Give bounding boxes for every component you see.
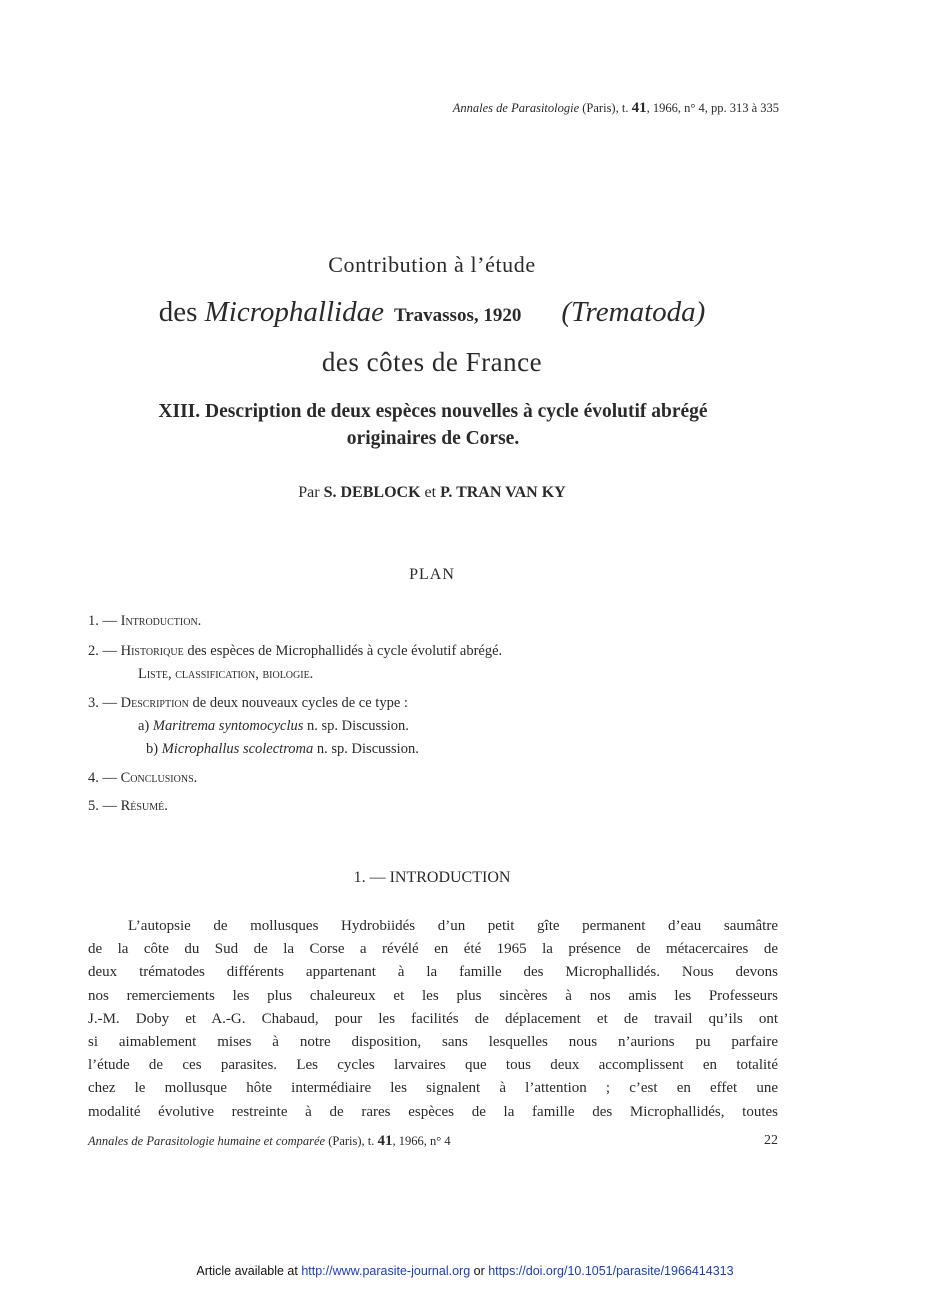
footer-rest: , 1966, n° 4 bbox=[392, 1134, 451, 1148]
body-line: deux trématodes différents appartenant à la famille des Microphallidés. Nous devons bbox=[88, 964, 778, 981]
author-2: P. TRAN VAN KY bbox=[440, 484, 566, 501]
title-author: Travassos, 1920 bbox=[393, 305, 522, 326]
plan-heading: PLAN bbox=[409, 566, 455, 583]
author-1: S. DEBLOCK bbox=[323, 484, 421, 501]
subtitle bbox=[86, 398, 780, 452]
footer-journal: Annales de Parasitologie humaine et comparée bbox=[88, 1134, 326, 1148]
availability-middle: or bbox=[470, 1264, 489, 1278]
toc-item-3a bbox=[138, 718, 409, 735]
toc-species-name: Maritrema syntomocyclus bbox=[152, 718, 304, 734]
availability-notice bbox=[0, 1264, 930, 1278]
toc-sub-rest: n. sp. Discussion. bbox=[303, 718, 409, 734]
doi-link[interactable]: https://doi.org/10.1051/parasite/1966414313 bbox=[488, 1264, 734, 1278]
toc-subtext: Liste, classification, biologie. bbox=[138, 666, 314, 682]
running-header bbox=[0, 100, 779, 117]
authors bbox=[0, 484, 864, 502]
toc-num: 3. — bbox=[88, 695, 117, 711]
toc-head: Résumé. bbox=[120, 798, 168, 814]
toc-text: des espèces de Microphallidés à cycle évolutif abrégé. bbox=[183, 643, 503, 659]
toc-item-2 bbox=[88, 643, 502, 660]
page-footer bbox=[88, 1133, 778, 1150]
toc-item-4 bbox=[88, 770, 197, 787]
title-family: Microphallidae bbox=[204, 296, 384, 328]
body-line: l’étude de ces parasites. Les cycles larvaires que tous deux accomplissent en totalité bbox=[88, 1057, 778, 1074]
header-volume: 41 bbox=[631, 100, 647, 116]
body-line: J.-M. Doby et A.-G. Chabaud, pour les facilités de déplacement et de travail qu’ils ont bbox=[88, 1010, 778, 1027]
footer-place: (Paris), t. bbox=[328, 1134, 375, 1148]
title-line-3: des côtes de France bbox=[321, 347, 543, 377]
body-line: de la côte du Sud de la Corse a révélé en été 1965 la présence de métacercaires de bbox=[88, 941, 778, 958]
toc-item-3 bbox=[88, 695, 408, 712]
body-line: si aimablement mises à notre disposition, sans lesquelles nous n’aurions pu parfaire bbox=[88, 1033, 778, 1050]
toc-head: Conclusions. bbox=[120, 770, 198, 786]
toc-sub-label: b) bbox=[146, 741, 162, 757]
toc-item-3b bbox=[146, 741, 419, 758]
authors-et: et bbox=[424, 484, 437, 501]
title-line-1: Contribution à l’étude bbox=[328, 252, 536, 277]
body-line: nos remerciements les plus chaleureux et les plus sincères à nos amis les Professeurs bbox=[88, 987, 778, 1004]
toc-head: Historique bbox=[120, 643, 184, 659]
page-number: 22 bbox=[764, 1133, 778, 1148]
toc-item-2-sub bbox=[138, 666, 313, 683]
header-rest: , 1966, n° 4, pp. 313 à 335 bbox=[646, 101, 779, 115]
title-line2-pre: des bbox=[158, 296, 205, 328]
header-journal: Annales de Parasitologie bbox=[452, 101, 580, 115]
toc-num: 1. — bbox=[88, 613, 117, 629]
availability-prefix: Article available at bbox=[196, 1264, 302, 1278]
toc-num: 5. — bbox=[88, 798, 117, 814]
header-place: (Paris), t. bbox=[582, 101, 629, 115]
toc-species-name: Microphallus scolectroma bbox=[161, 741, 314, 757]
toc-text: de deux nouveaux cycles de ce type : bbox=[188, 695, 408, 711]
authors-par: Par bbox=[298, 484, 320, 501]
toc-head: Introduction. bbox=[120, 613, 202, 629]
footer-volume: 41 bbox=[377, 1133, 393, 1149]
toc-num: 4. — bbox=[88, 770, 117, 786]
toc-num: 2. — bbox=[88, 643, 117, 659]
toc-sub-rest: n. sp. Discussion. bbox=[313, 741, 419, 757]
title-order: (Trematoda) bbox=[561, 296, 706, 328]
section-heading: 1. — INTRODUCTION bbox=[353, 869, 511, 886]
toc-head: Description bbox=[120, 695, 189, 711]
body-line: L’autopsie de mollusques Hydrobiidés d’un petit gîte permanent d’eau saumâtre bbox=[128, 918, 778, 934]
body-line: modalité évolutive restreinte à de rares espèces de la famille des Microphallidés, toutes bbox=[88, 1103, 778, 1120]
toc-item-5 bbox=[88, 798, 168, 815]
body-line: chez le mollusque hôte intermédiaire les signalent à l’attention ; c’est en effet une bbox=[88, 1080, 778, 1097]
subtitle-line-1: XIII. Description de deux espèces nouvelles à cycle évolutif abrégé bbox=[158, 401, 708, 422]
toc-sub-label: a) bbox=[138, 718, 153, 734]
toc-item-1 bbox=[88, 613, 201, 630]
body-paragraph bbox=[88, 915, 778, 1124]
journal-link[interactable]: http://www.parasite-journal.org bbox=[301, 1264, 471, 1278]
title-line-2 bbox=[0, 296, 864, 329]
subtitle-line-2: originaires de Corse. bbox=[346, 428, 520, 449]
